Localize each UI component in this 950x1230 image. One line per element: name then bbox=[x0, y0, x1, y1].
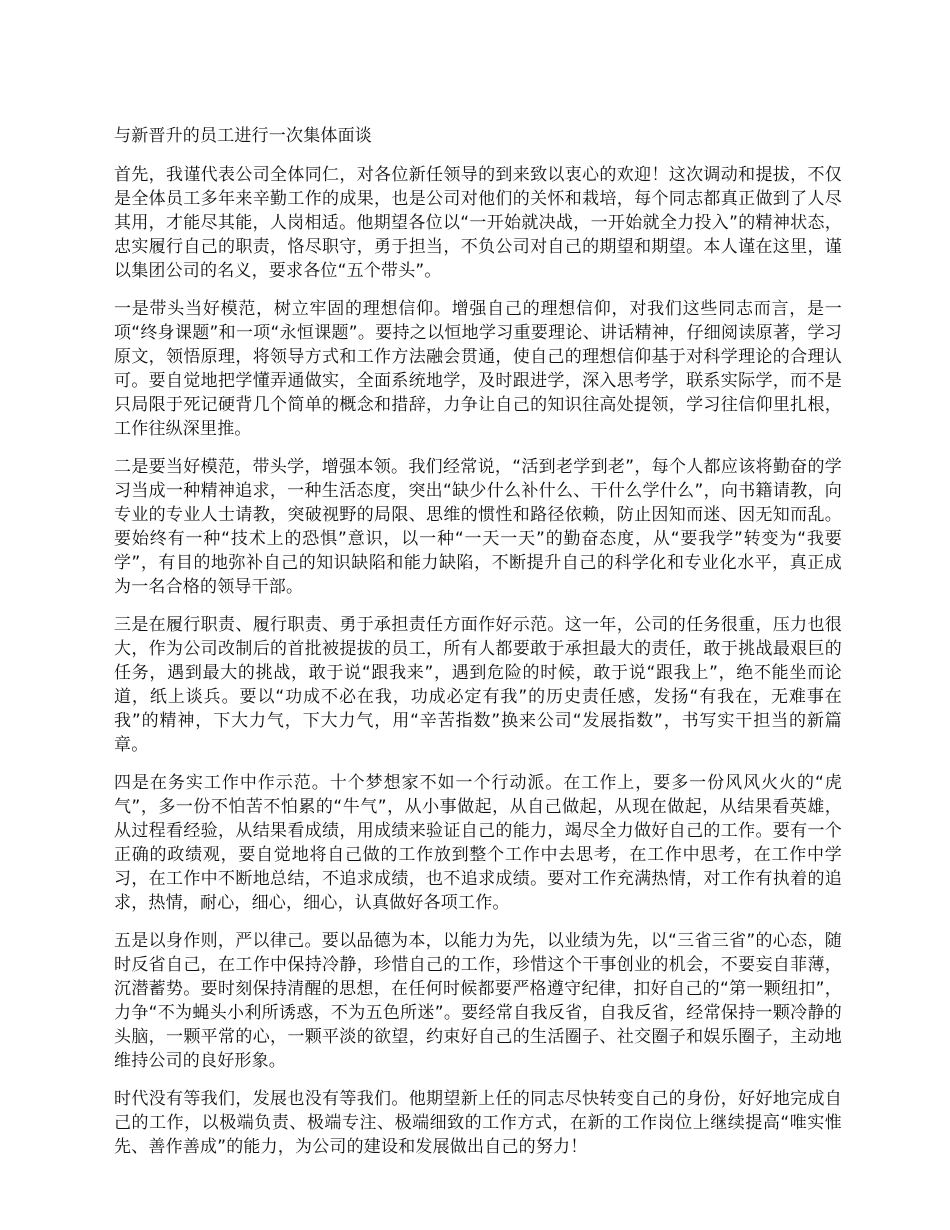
paragraph-point-three: 三是在履行职责、履行职责、勇于承担责任方面作好示范。这一年，公司的任务很重，压力也很大，作为公司改制后的首批被提拔的员工，所有人都要敢于承担最大的责任，敢于挑战最艰巨的任务，遇到最大的挑战，敢于说“跟我来”，遇到危险的时候，敢于说“跟我上”，绝不能坐而论道，纸上谈兵。要以“功成不必在我，功成必定有我”的历史责任感，发扬“有我在，无难事在我”的精神，下大力气，下大力气，用“辛苦指数”换来公司“发展指数”，书写实干担当的新篇章。 bbox=[114, 615, 842, 755]
paragraph-point-two: 二是要当好模范，带头学，增强本领。我们经常说，“活到老学到老”，每个人都应该将勤奋的学习当成一种精神追求，一种生活态度，突出“缺少什么补什么、干什么学什么”，向书籍请教，向专业的专业人士请教，突破视野的局限、思维的惯性和路径依赖，防止因知而迷、因无知而乱。要始终有一种“技术上的恐惧”意识，以一种“一天一天”的勤奋态度，从“要我学”转变为“我要学”，有目的地弥补自己的知识缺陷和能力缺陷，不断提升自己的科学化和专业化水平，真正成为一名合格的领导干部。 bbox=[114, 457, 842, 597]
paragraph-point-five: 五是以身作则，严以律己。要以品德为本，以能力为先，以业绩为先，以“三省三省”的心态，随时反省自己，在工作中保持冷静，珍惜自己的工作，珍惜这个干事创业的机会，不要妄自菲薄，沉潜蓄势。要时刻保持清醒的思想，在任何时候都要严格遵守纪律，扣好自己的“第一颗纽扣”，力争“不为蝇头小利所诱惑，不为五色所迷”。要经常自我反省，自我反省，经常保持一颗冷静的头脑，一颗平常的心，一颗平淡的欲望，约束好自己的生活圈子、社交圈子和娱乐圈子，主动地维持公司的良好形象。 bbox=[114, 931, 842, 1071]
paragraph-conclusion: 时代没有等我们，发展也没有等我们。他期望新上任的同志尽快转变自己的身份，好好地完成自己的工作，以极端负责、极端专注、极端细致的工作方式，在新的工作岗位上继续提高“唯实惟先、善作善成”的能力，为公司的建设和发展做出自己的努力！ bbox=[114, 1089, 842, 1157]
paragraph-point-one: 一是带头当好模范，树立牢固的理想信仰。增强自己的理想信仰，对我们这些同志而言，是一项“终身课题”和一项“永恒课题”。要持之以恒地学习重要理论、讲话精神，仔细阅读原著，学习原文，领悟原理，将领导方式和工作方法融会贯通，使自己的理想信仰基于对科学理论的合理认可。要自觉地把学懂弄通做实，全面系统地学，及时跟进学，深入思考学，联系实际学，而不是只局限于死记硬背几个简单的概念和措辞，力争让自己的知识往高处提领，学习往信仰里扎根，工作往纵深里推。 bbox=[114, 299, 842, 439]
paragraph-point-four: 四是在务实工作中作示范。十个梦想家不如一个行动派。在工作上，要多一份风风火火的“虎气”，多一份不怕苦不怕累的“牛气”，从小事做起，从自己做起，从现在做起，从结果看英雄，从过程看经验，从结果看成绩，用成绩来验证自己的能力，竭尽全力做好自己的工作。要有一个正确的政绩观，要自觉地将自己做的工作放到整个工作中去思考，在工作中思考，在工作中学习，在工作中不断地总结，不追求成绩，也不追求成绩。要对工作充满热情，对工作有执着的追求，热情，耐心，细心，细心，认真做好各项工作。 bbox=[114, 773, 842, 913]
paragraph-welcome: 首先，我谨代表公司全体同仁，对各位新任领导的到来致以衷心的欢迎！这次调动和提拔，不仅是全体员工多年来辛勤工作的成果，也是公司对他们的关怀和栽培，每个同志都真正做到了人尽其用，才能尽其能，人岗相适。他期望各位以“一开始就决战，一开始就全力投入”的精神状态，忠实履行自己的职责，恪尽职守，勇于担当，不负公司对自己的期望和期望。本人谨在这里，谨以集团公司的名义，要求各位“五个带头”。 bbox=[114, 165, 842, 281]
document-title: 与新晋升的员工进行一次集体面谈 bbox=[114, 126, 372, 146]
document-page bbox=[114, 124, 842, 1173]
